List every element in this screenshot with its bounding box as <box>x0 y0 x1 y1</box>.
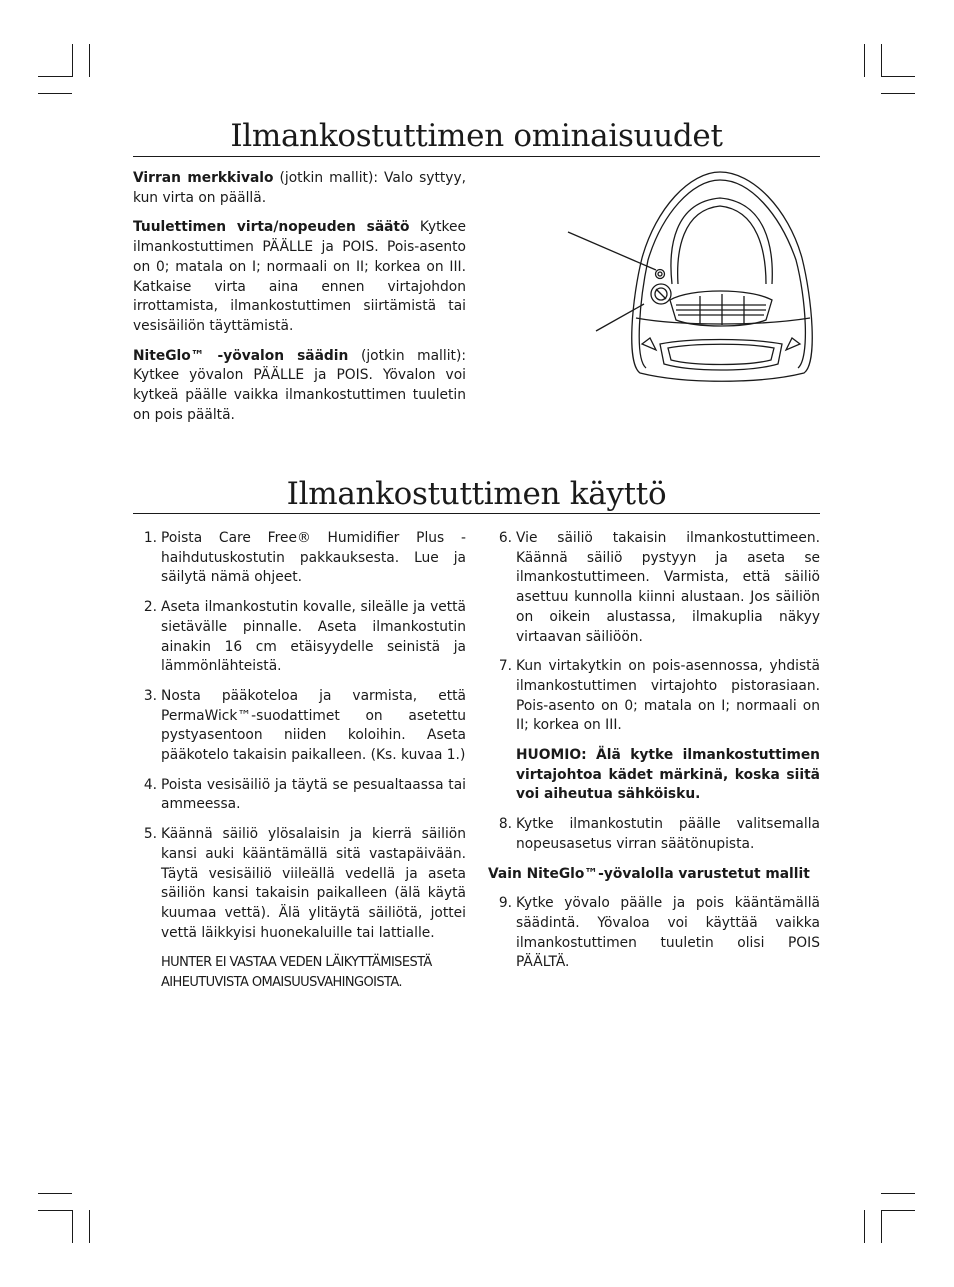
list-item: 5. Käännä säiliö ylösalaisin ja kierrä säiliön kansi auki kääntämällä sitä vastapäivään. Täytä vesisäiliö viileällä vedellä ja aseta säiliön kansi takaisin paikalleen (älä käytä kuumaa vettä). Älä ylitäytä säiliötä, jottei vettä läikkyisi huonekaluille tai lattialle. <box>143 826 466 941</box>
list-item: 7. Kun virtakytkin on pois-asennossa, yhdistä ilmankostuttimen virtajohto pistorasiaan. Pois-asento on 0; matala on I; normaali on II; korkea on III. <box>498 658 820 734</box>
features-list <box>133 169 466 435</box>
list-item: 4. Poista vesisäiliö ja täytä se pesualtaassa tai ammeessa. <box>143 776 466 813</box>
usage-left-column <box>133 529 466 1003</box>
feature-power-light: Virran merkkivalo (jotkin mallit): Valo syttyy, kun virta on päällä. <box>133 170 467 206</box>
feature-fan-speed: Tuulettimen virta/nopeuden säätö Kytkee ilmankostuttimen PÄÄLLE ja POIS. Pois-asento on 0; matala on I; normaali on II; korkea on III. Katkaise virta aina ennen virtajohdon irrottamista, ilmankostuttimen siirtämistä tai vesisäiliön täyttämistä. <box>133 219 466 334</box>
list-item: 3. Nosta pääkoteloa ja varmista, että PermaWick™-suodattimet on asetettu pystyasentoon niiden koloihin. Aseta pääkotelo takaisin paikalleen. (Ks. kuvaa 1.) <box>143 687 466 764</box>
usage-right-column <box>488 529 820 983</box>
list-item: 6. Vie säiliö takaisin ilmankostuttimeen. Käännä säiliö pystyyn ja aseta se ilmankostuttimeen. Varmista, että säiliö asettuu kunnolla kiinni alustaan. Jos säiliön on oikein alustassa, ilmakuplia näkyy virtaavan säiliöön. <box>498 530 820 645</box>
list-item: 9. Kytke yövalo päälle ja pois kääntämällä säädintä. Yövaloa voi käyttää vaikka ilmankostuttimen tuuletin olisi POIS PÄÄLTÄ. <box>498 895 820 971</box>
title-rule-2 <box>133 513 820 514</box>
list-item: 1. Poista Care Free® Humidifier Plus -haihdutuskostutin pakkauksesta. Lue ja säilytä nämä ohjeet. <box>143 530 466 586</box>
niteglo-subheading: Vain NiteGlo™-yövalolla varustetut mallit <box>488 865 810 882</box>
liability-note: HUNTER EI VASTAA VEDEN LÄIKYTTÄMISESTÄ AIHEUTUVISTA OMAISUUSVAHINGOISTA. <box>161 955 432 991</box>
humidifier-illustration <box>560 168 820 398</box>
feature-nightlight: NiteGlo™ -yövalon säädin (jotkin mallit): Kytkee yövalon PÄÄLLE ja POIS. Yövalon voi kytkeä päälle vaikka ilmankostuttimen tuuletin on pois päältä. <box>133 347 466 423</box>
section-usage-title: Ilmankostuttimen käyttö <box>286 476 667 512</box>
list-item: 2. Aseta ilmankostutin kovalle, sileälle ja vettä sietävälle pinnalle. Aseta ilmankostutin ainakin 16 cm etäisyydelle seinistä ja lämmönlähteistä. <box>143 599 466 675</box>
list-item: 8. Kytke ilmankostutin päälle valitsemalla nopeusasetus virran säätönupista. <box>498 816 820 852</box>
section-features-title: Ilmankostuttimen ominaisuudet <box>230 118 723 154</box>
warning-text: HUOMIO: Älä kytke ilmankostuttimen virtajohtoa kädet märkinä, koska siitä voi aiheutua sähköisku. <box>516 747 820 803</box>
title-rule <box>133 156 820 157</box>
